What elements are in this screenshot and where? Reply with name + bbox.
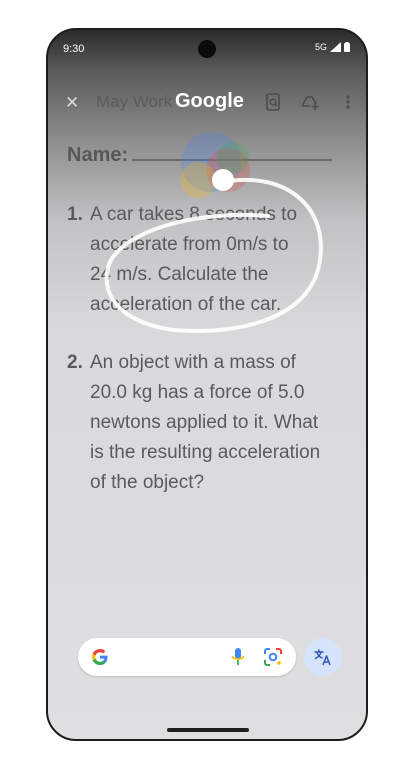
question-line: An object with a mass of — [90, 352, 296, 373]
translate-icon — [313, 647, 333, 667]
question-number: 1. — [67, 204, 83, 225]
name-field — [67, 143, 332, 167]
question-line: is the resulting acceleration — [90, 442, 321, 463]
question-line: acceleration of the car. — [90, 294, 282, 315]
search-bar[interactable] — [78, 638, 296, 676]
home-indicator[interactable] — [167, 728, 249, 732]
question-text — [90, 348, 358, 498]
phone-screen — [46, 28, 368, 741]
translate-button[interactable] — [304, 638, 342, 676]
question-line: 20.0 kg has a force of 5.0 — [90, 382, 305, 403]
battery-icon — [344, 42, 350, 52]
question-line: 24 m/s. Calculate the — [90, 264, 269, 285]
front-camera — [198, 40, 216, 58]
mic-icon[interactable] — [231, 647, 245, 667]
status-bar — [48, 30, 366, 68]
google-brand: Google — [175, 90, 244, 112]
status-indicators — [315, 42, 350, 52]
document-title: May Work — [96, 92, 173, 111]
question-line: newtons applied to it. What — [90, 412, 319, 433]
add-to-drive-icon[interactable] — [300, 93, 320, 111]
network-label: 5G — [314, 42, 327, 52]
name-label: Name: — [67, 144, 129, 166]
question-line: accelerate from 0m/s to — [90, 234, 289, 255]
app-bar — [48, 90, 366, 120]
question-line: of the object? — [90, 472, 205, 493]
question-line: A car takes 8 seconds to — [90, 204, 298, 225]
lens-icon[interactable] — [263, 647, 283, 667]
question-number: 2. — [67, 352, 83, 373]
document-search-icon[interactable] — [265, 93, 281, 111]
status-time: 9:30 — [63, 43, 85, 55]
name-blank-line — [132, 143, 332, 161]
question-text — [90, 200, 358, 320]
close-icon[interactable]: ✕ — [65, 93, 80, 112]
google-g-icon — [90, 647, 110, 667]
signal-icon — [330, 42, 341, 52]
more-vert-icon[interactable] — [345, 93, 351, 111]
